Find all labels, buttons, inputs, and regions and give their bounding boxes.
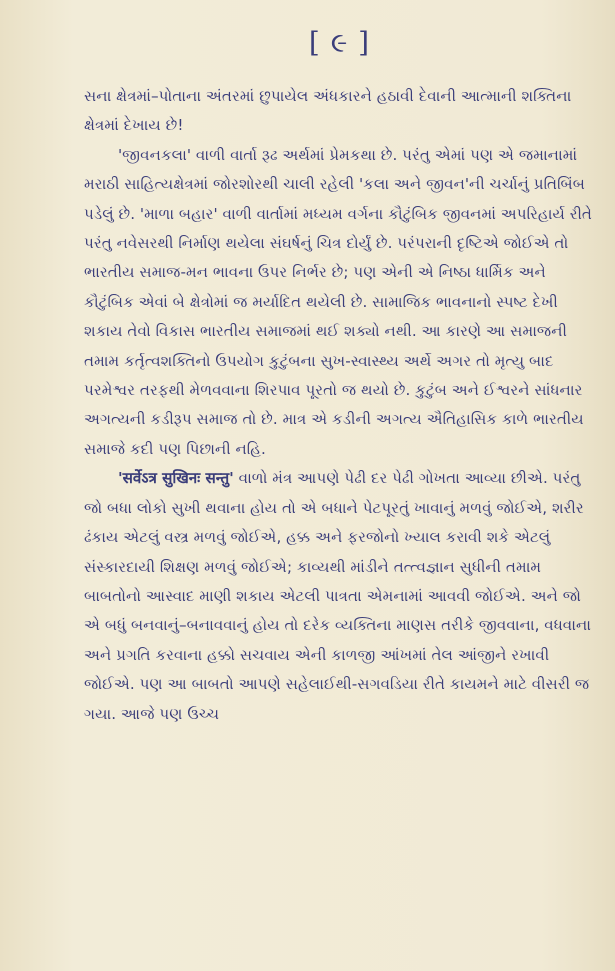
sanskrit-quote: 'सर्वेऽत्र सुखिनः सन्तु' xyxy=(118,469,234,488)
paragraph-continuation: સના ક્ષેત્રમાં–પોતાના અંતરમાં છુપાયેલ અંધકારને હઠાવી દેવાની આત્માની શક્તિના ક્ષેત્રમાં દેખાય છે! xyxy=(84,87,572,135)
paragraph-sarvetra xyxy=(84,464,595,729)
page-number: [ ૯ ] xyxy=(308,26,371,59)
body-text xyxy=(84,82,595,729)
paragraph-sarvetra-text: વાળો મંત્ર આપણે પેઢી દર પેઢી ગોખતા આવ્યા છીએ. પરંતુ જો બધા લોકો સુખી થવાના હોય તો એ બધાને પેટપૂરતું ખાવાનું મળવું જોઈએ, શરીર ઢંકાય એટલું વસ્ત્ર મળવું જોઈએ, હક્ક અને ફરજોનો ખ્યાલ કરાવી શકે એટલું સંસ્કારદાયી શિક્ષણ મળવું જોઈએ; કાવ્યથી માંડીને તત્ત્વજ્ઞાન સુધીની તમામ બાબતોનો આસ્વાદ માણી શકાય એટલી પાત્રતા એમનામાં આવવી જોઈએ. અને જો એ બધું બનવાનું–બનાવવાનું હોય તો દરેક વ્યક્તિના માણસ તરીકે જીવવાના, વધવાના અને પ્રગતિ કરવાના હક્કો સચવાય એની કાળજી આંખમાં તેલ આંજીને રખાવી જોઈએ. પણ આ બાબતો આપણે સહેલાઈથી-સગવડિયા રીતે કાયમને માટે વીસરી જ ગયા. આજે પણ ઉચ્ચ xyxy=(84,469,592,723)
paragraph-jivankala: 'જીવનકલા' વાળી વાર્તા રૂઢ અર્થમાં પ્રેમકથા છે. પરંતુ એમાં પણ એ જમાનામાં મરાઠી સાહિત્યક્ષેત્રમાં જોરશોરથી ચાલી રહેલી 'કલા અને જીવન'ની ચર્ચાનું પ્રતિબિંબ પડેલું છે. 'માળા બહાર' વાળી વાર્તામાં મધ્યમ વર્ગના કૌટુંબિક જીવનમાં અપરિહાર્ય રીતે પરંતુ નવેસરથી નિર્માણ થયેલા સંઘર્ષનું ચિત્ર દોર્યું છે. પરંપરાની દૃષ્ટિએ જોઈએ તો ભારતીય સમાજ-મન ભાવના ઉપર નિર્ભર છે; પણ એની એ નિષ્ઠા ધાર્મિક અને કૌટુંબિક એવાં બે ક્ષેત્રોમાં જ મર્યાદિત થયેલી છે. સામાજિક ભાવનાનો સ્પષ્ટ દેખી શકાય તેવો વિકાસ ભારતીય સમાજમાં થઈ શક્યો નથી. આ કારણે આ સમાજની તમામ કર્તૃત્વશક્તિનો ઉપયોગ કુટુંબના સુખ-સ્વાસ્થ્ય અર્થે અગર તો મૃત્યુ બાદ પરમેશ્વર તરફથી મેળવવાના શિરપાવ પૂરતો જ થયો છે. કુટુંબ અને ઈશ્વરને સાંધનાર અગત્યની કડીરૂપ સમાજ તો છે. માત્ર એ કડીની અગત્ય ઐતિહાસિક કાળે ભારતીય સમાજે કદી પણ પિછાની નહિ. xyxy=(84,145,592,458)
